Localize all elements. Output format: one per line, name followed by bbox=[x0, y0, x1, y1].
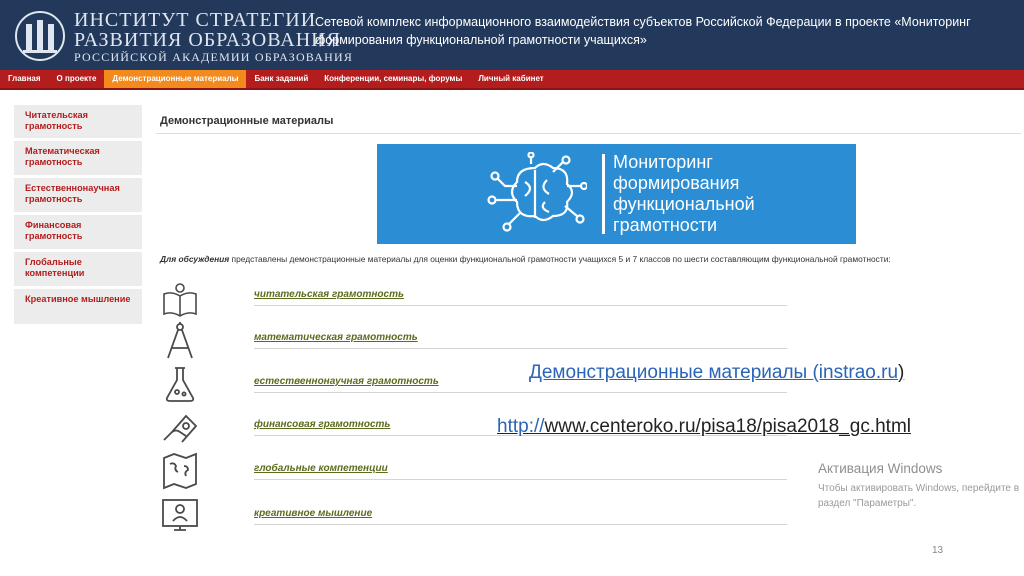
institute-name-line3: РОССИЙСКОЙ АКАДЕМИИ ОБРАЗОВАНИЯ bbox=[74, 50, 354, 64]
link-finance[interactable]: финансовая грамотность bbox=[254, 419, 391, 430]
link-reading[interactable]: читательская грамотность bbox=[254, 289, 404, 300]
row-divider bbox=[254, 305, 787, 306]
nav-item-conferences[interactable]: Конференции, семинары, форумы bbox=[324, 74, 463, 83]
section-title: Демонстрационные материалы bbox=[160, 115, 334, 127]
presentation-icon bbox=[160, 496, 200, 536]
row-divider bbox=[254, 348, 787, 349]
link-global[interactable]: глобальные компетенции bbox=[254, 463, 388, 474]
nav-item-task-bank[interactable]: Банк заданий bbox=[254, 74, 309, 83]
instrao-link-paren: ) bbox=[898, 362, 905, 383]
flask-icon bbox=[160, 364, 200, 404]
row-divider bbox=[254, 479, 787, 480]
institute-logo-icon bbox=[14, 10, 66, 62]
site-header bbox=[0, 0, 1024, 70]
banner-line3: функциональной bbox=[613, 194, 755, 214]
monitoring-banner bbox=[377, 144, 856, 244]
banner-line1: Мониторинг bbox=[613, 152, 713, 172]
top-nav bbox=[0, 70, 1024, 90]
centeroko-link-prefix: http:// bbox=[497, 416, 545, 437]
windows-activation-line2: раздел "Параметры". bbox=[818, 498, 917, 509]
compass-icon bbox=[160, 322, 200, 362]
windows-activation-line1: Чтобы активировать Windows, перейдите в bbox=[818, 483, 1020, 494]
section-divider bbox=[156, 133, 1021, 134]
book-reader-icon bbox=[160, 280, 200, 320]
intro-bold: Для обсуждения bbox=[160, 254, 230, 264]
nav-item-account[interactable]: Личный кабинет bbox=[478, 74, 544, 83]
instrao-link[interactable] bbox=[529, 362, 904, 384]
nav-item-about[interactable]: О проекте bbox=[56, 74, 97, 83]
banner-line2: формирования bbox=[613, 173, 740, 193]
sidebar bbox=[14, 105, 142, 327]
list-item bbox=[160, 280, 790, 324]
institute-name-line2: РАЗВИТИЯ ОБРАЗОВАНИЯ bbox=[74, 29, 341, 51]
nav-item-home[interactable]: Главная bbox=[8, 74, 41, 83]
institute-name[interactable] bbox=[74, 10, 353, 64]
link-creative[interactable]: креативное мышление bbox=[254, 508, 373, 519]
world-map-icon bbox=[160, 452, 200, 492]
row-divider bbox=[254, 392, 787, 393]
row-divider bbox=[254, 524, 787, 525]
centeroko-link[interactable] bbox=[497, 416, 911, 438]
banner-line4: грамотности bbox=[613, 215, 718, 235]
sidebar-item-creative[interactable]: Креативное мышление bbox=[14, 289, 142, 327]
list-item bbox=[160, 452, 790, 496]
banner-text bbox=[613, 152, 755, 236]
link-science[interactable]: естественнонаучная грамотность bbox=[254, 376, 439, 387]
intro-text bbox=[160, 254, 891, 264]
instrao-link-text: Демонстрационные материалы (instrao.ru bbox=[529, 362, 899, 383]
sidebar-item-finance[interactable]: Финансовая грамотность bbox=[14, 215, 142, 252]
banner-divider bbox=[602, 154, 605, 234]
sidebar-item-reading[interactable]: Читательская грамотность bbox=[14, 105, 142, 141]
brain-circuit-icon bbox=[487, 152, 587, 236]
money-hand-icon bbox=[160, 408, 200, 448]
sidebar-item-global[interactable]: Глобальные компетенции bbox=[14, 252, 142, 289]
sidebar-item-math[interactable]: Математическая грамотность bbox=[14, 141, 142, 178]
nav-item-demo-materials[interactable]: Демонстрационные материалы bbox=[104, 70, 246, 88]
centeroko-link-rest: www.centeroko.ru/pisa18/pisa2018_gc.html bbox=[544, 416, 912, 437]
intro-rest: представлены демонстрационные материалы для оценки функциональной грамотности учащихся 5 и 7 классов по шести составляющим функциональной грамотности: bbox=[229, 254, 891, 264]
site-title: Сетевой комплекс информационного взаимодействия субъектов Российской Федерации в проекте «Мониторинг формирования функциональной грамотности учащихся» bbox=[315, 15, 971, 47]
slide-number: 13 bbox=[932, 545, 944, 556]
windows-activation-text bbox=[818, 481, 1024, 511]
windows-activation-title: Активация Windows bbox=[818, 461, 943, 476]
list-item bbox=[160, 496, 790, 540]
institute-name-line1: ИНСТИТУТ СТРАТЕГИИ bbox=[74, 9, 317, 31]
list-item bbox=[160, 322, 790, 366]
sidebar-item-science[interactable]: Естественнонаучная грамотность bbox=[14, 178, 142, 215]
link-math[interactable]: математическая грамотность bbox=[254, 332, 418, 343]
